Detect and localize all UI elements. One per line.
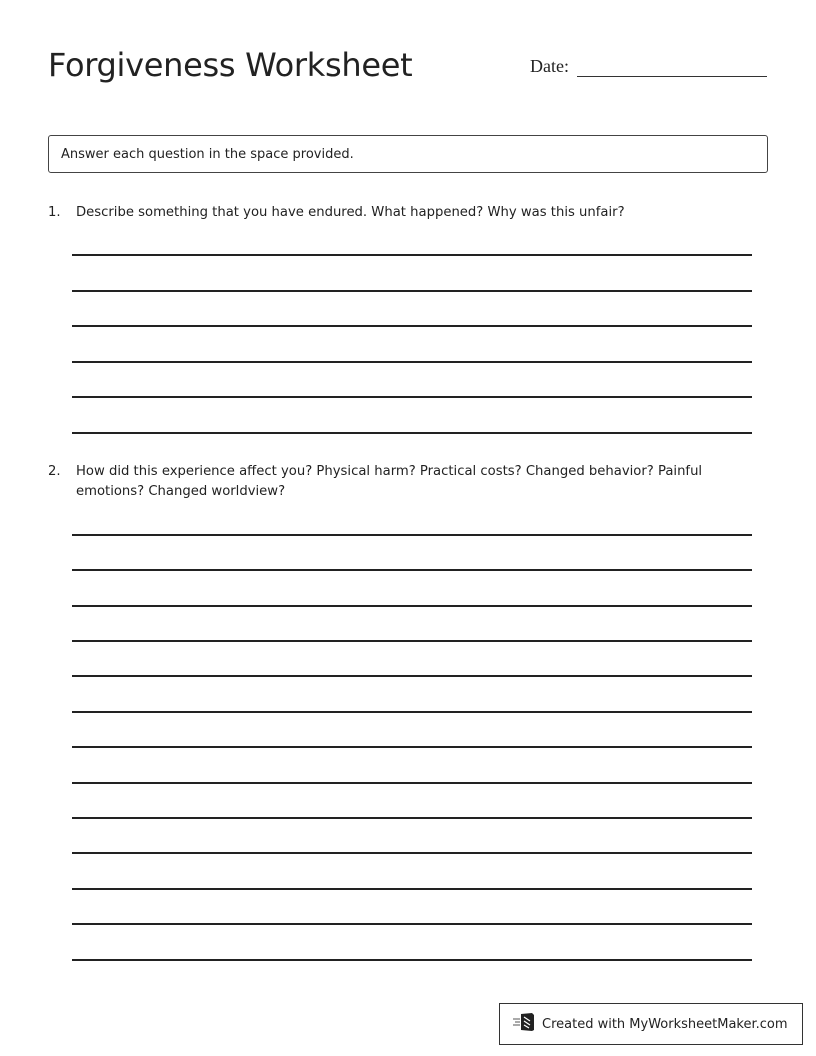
instructions-box bbox=[48, 135, 768, 173]
question-text: Describe something that you have endured. What happened? Why was this unfair? bbox=[76, 205, 625, 220]
instructions-text: Answer each question in the space provided. bbox=[61, 146, 354, 162]
answer-line[interactable] bbox=[72, 432, 752, 434]
answer-line[interactable] bbox=[72, 959, 752, 961]
answer-line[interactable] bbox=[72, 782, 752, 784]
page-title: Forgiveness Worksheet bbox=[48, 46, 413, 84]
answer-line[interactable] bbox=[72, 361, 752, 363]
answer-line[interactable] bbox=[72, 711, 752, 713]
answer-line[interactable] bbox=[72, 254, 752, 256]
answer-line[interactable] bbox=[72, 746, 752, 748]
date-field bbox=[530, 52, 767, 77]
answer-line[interactable] bbox=[72, 534, 752, 536]
question-1 bbox=[48, 203, 736, 223]
question-number: 1. bbox=[48, 205, 61, 220]
answer-line[interactable] bbox=[72, 852, 752, 854]
footer-credit[interactable] bbox=[499, 1003, 803, 1045]
answer-line[interactable] bbox=[72, 325, 752, 327]
date-blank-line[interactable] bbox=[577, 52, 767, 77]
answer-line[interactable] bbox=[72, 675, 752, 677]
question-number: 2. bbox=[48, 464, 61, 479]
question-text: How did this experience affect you? Physical harm? Practical costs? Changed behavior? Painful emotions? Changed worldview? bbox=[76, 464, 703, 499]
answer-line[interactable] bbox=[72, 569, 752, 571]
answer-line[interactable] bbox=[72, 640, 752, 642]
worksheet-maker-logo-icon bbox=[512, 1012, 542, 1036]
date-label: Date: bbox=[530, 56, 569, 76]
answer-line[interactable] bbox=[72, 605, 752, 607]
answer-line[interactable] bbox=[72, 923, 752, 925]
answer-line[interactable] bbox=[72, 888, 752, 890]
question-2 bbox=[48, 462, 736, 502]
answer-line[interactable] bbox=[72, 817, 752, 819]
answer-line[interactable] bbox=[72, 290, 752, 292]
footer-text: Created with MyWorksheetMaker.com bbox=[542, 1016, 788, 1032]
answer-line[interactable] bbox=[72, 396, 752, 398]
